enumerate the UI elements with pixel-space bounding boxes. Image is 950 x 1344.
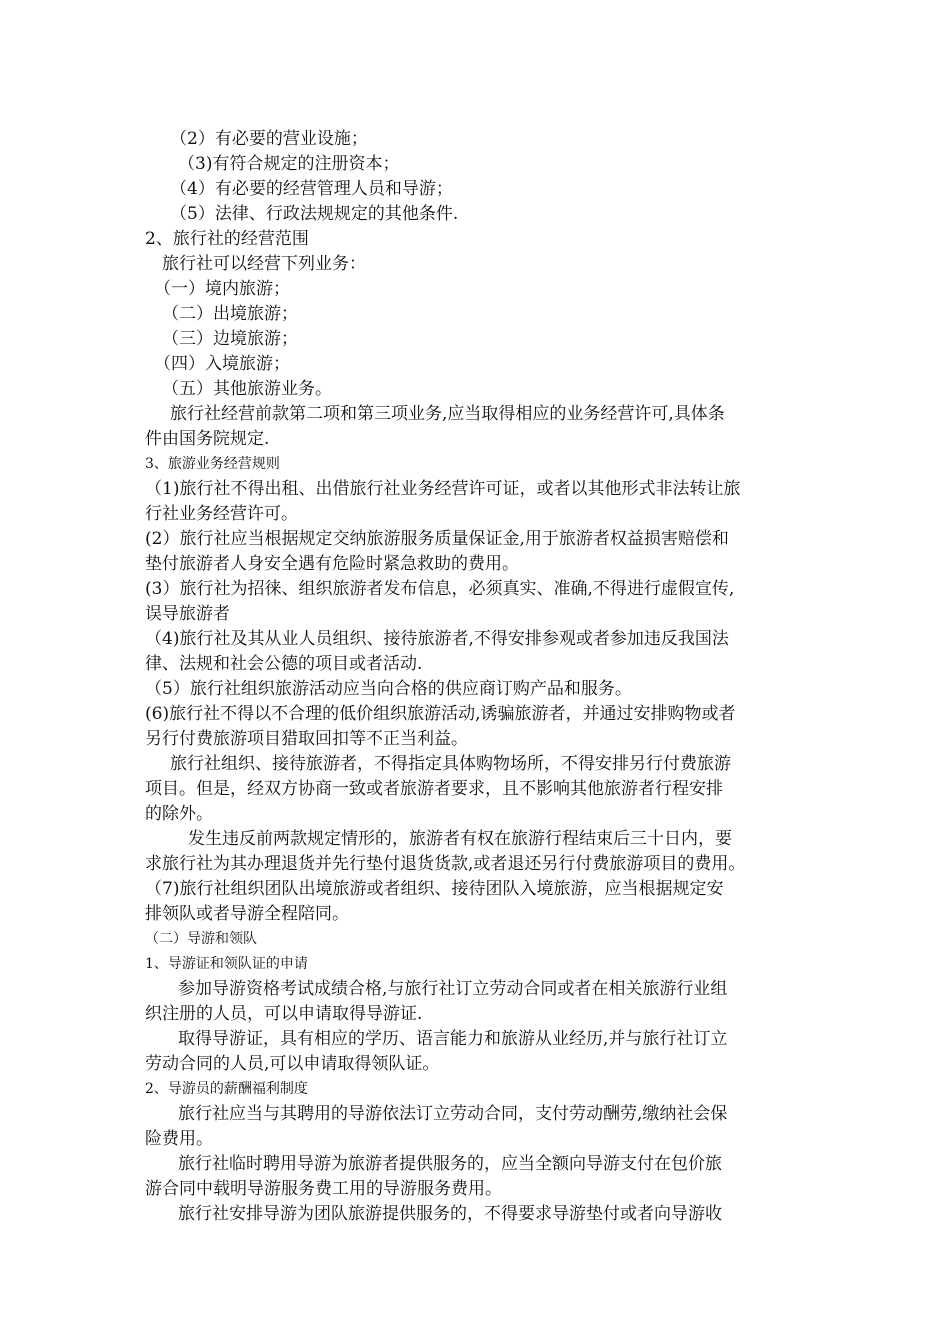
text-line: 求旅行社为其办理退货并先行垫付退货货款,或者退还另行付费旅游项目的费用。: [145, 854, 746, 874]
text-line: （4）有必要的经营管理人员和导游；: [170, 179, 453, 199]
section-heading: 2、旅行社的经营范围: [145, 229, 309, 249]
text-line: 误导旅游者: [145, 604, 230, 624]
list-item: （四）入境旅游；: [154, 354, 290, 374]
text-line: 旅行社安排导游为团队旅游提供服务的，不得要求导游垫付或者向导游收: [178, 1204, 722, 1224]
text-line: （1)旅行社不得出租、出借旅行社业务经营许可证，或者以其他形式非法转让旅: [145, 479, 741, 499]
text-line: 旅行社临时聘用导游为旅游者提供服务的，应当全额向导游支付在包价旅: [178, 1154, 722, 1174]
list-item: （三）边境旅游；: [162, 329, 298, 349]
text-line: 项目。但是，经双方协商一致或者旅游者要求，且不影响其他旅游者行程安排: [145, 779, 723, 799]
text-line: 垫付旅游者人身安全遇有危险时紧急救助的费用。: [145, 554, 519, 574]
section-heading: 3、旅游业务经营规则: [145, 456, 280, 472]
text-line: 律、法规和社会公德的项目或者活动.: [145, 654, 423, 674]
text-line: （3)有符合规定的注册资本；: [178, 154, 400, 174]
text-line: 旅行社应当与其聘用的导游依法订立劳动合同，支付劳动酬劳,缴纳社会保: [178, 1104, 728, 1124]
text-line: 排领队或者导游全程陪同。: [145, 904, 349, 924]
text-line: （4)旅行社及其从业人员组织、接待旅游者,不得安排参观或者参加违反我国法: [145, 629, 729, 649]
text-line: 旅行社组织、接待旅游者，不得指定具体购物场所，不得安排另行付费旅游: [170, 754, 731, 774]
text-line: （5）旅行社组织旅游活动应当向合格的供应商订购产品和服务。: [145, 679, 632, 699]
text-line: 取得导游证，具有相应的学历、语言能力和旅游从业经历,并与旅行社订立: [178, 1029, 728, 1049]
text-line: 发生违反前两款规定情形的，旅游者有权在旅游行程结束后三十日内，要: [188, 829, 732, 849]
text-line: (2）旅行社应当根据规定交纳旅游服务质量保证金,用于旅游者权益损害赔偿和: [145, 529, 729, 549]
list-item: （五）其他旅游业务。: [162, 379, 332, 399]
text-line: 劳动合同的人员,可以申请取得领队证。: [145, 1054, 440, 1074]
text-line: (6)旅行社不得以不合理的低价组织旅游活动,诱骗旅游者，并通过安排购物或者: [145, 704, 736, 724]
text-line: 行社业务经营许可。: [145, 504, 298, 524]
list-item: （二）出境旅游；: [162, 304, 298, 324]
text-line: 旅行社经营前款第二项和第三项业务,应当取得相应的业务经营许可,具体条: [170, 404, 725, 424]
section-heading: （二）导游和领队: [145, 931, 257, 947]
list-item: （一）境内旅游；: [154, 279, 290, 299]
text-line: 旅行社可以经营下列业务：: [162, 254, 366, 274]
section-heading: 1、导游证和领队证的申请: [145, 956, 308, 972]
text-line: 织注册的人员，可以申请取得导游证.: [145, 1004, 423, 1024]
text-line: 游合同中载明导游服务费工用的导游服务费用。: [145, 1179, 502, 1199]
text-line: （7)旅行社组织团队出境旅游或者组织、接待团队入境旅游，应当根据规定安: [145, 879, 724, 899]
text-line: 参加导游资格考试成绩合格,与旅行社订立劳动合同或者在相关旅游行业组: [178, 979, 728, 999]
text-line: (3）旅行社为招徕、组织旅游者发布信息，必须真实、准确,不得进行虚假宣传,: [145, 579, 735, 599]
text-line: 险费用。: [145, 1129, 213, 1149]
section-heading: 2、导游员的薪酬福利制度: [145, 1081, 308, 1097]
text-line: （2）有必要的营业设施；: [170, 129, 368, 149]
text-line: 的除外。: [145, 804, 213, 824]
text-line: （5）法律、行政法规规定的其他条件.: [170, 204, 459, 224]
text-line: 件由国务院规定.: [145, 429, 270, 449]
text-line: 另行付费旅游项目猎取回扣等不正当利益。: [145, 729, 468, 749]
